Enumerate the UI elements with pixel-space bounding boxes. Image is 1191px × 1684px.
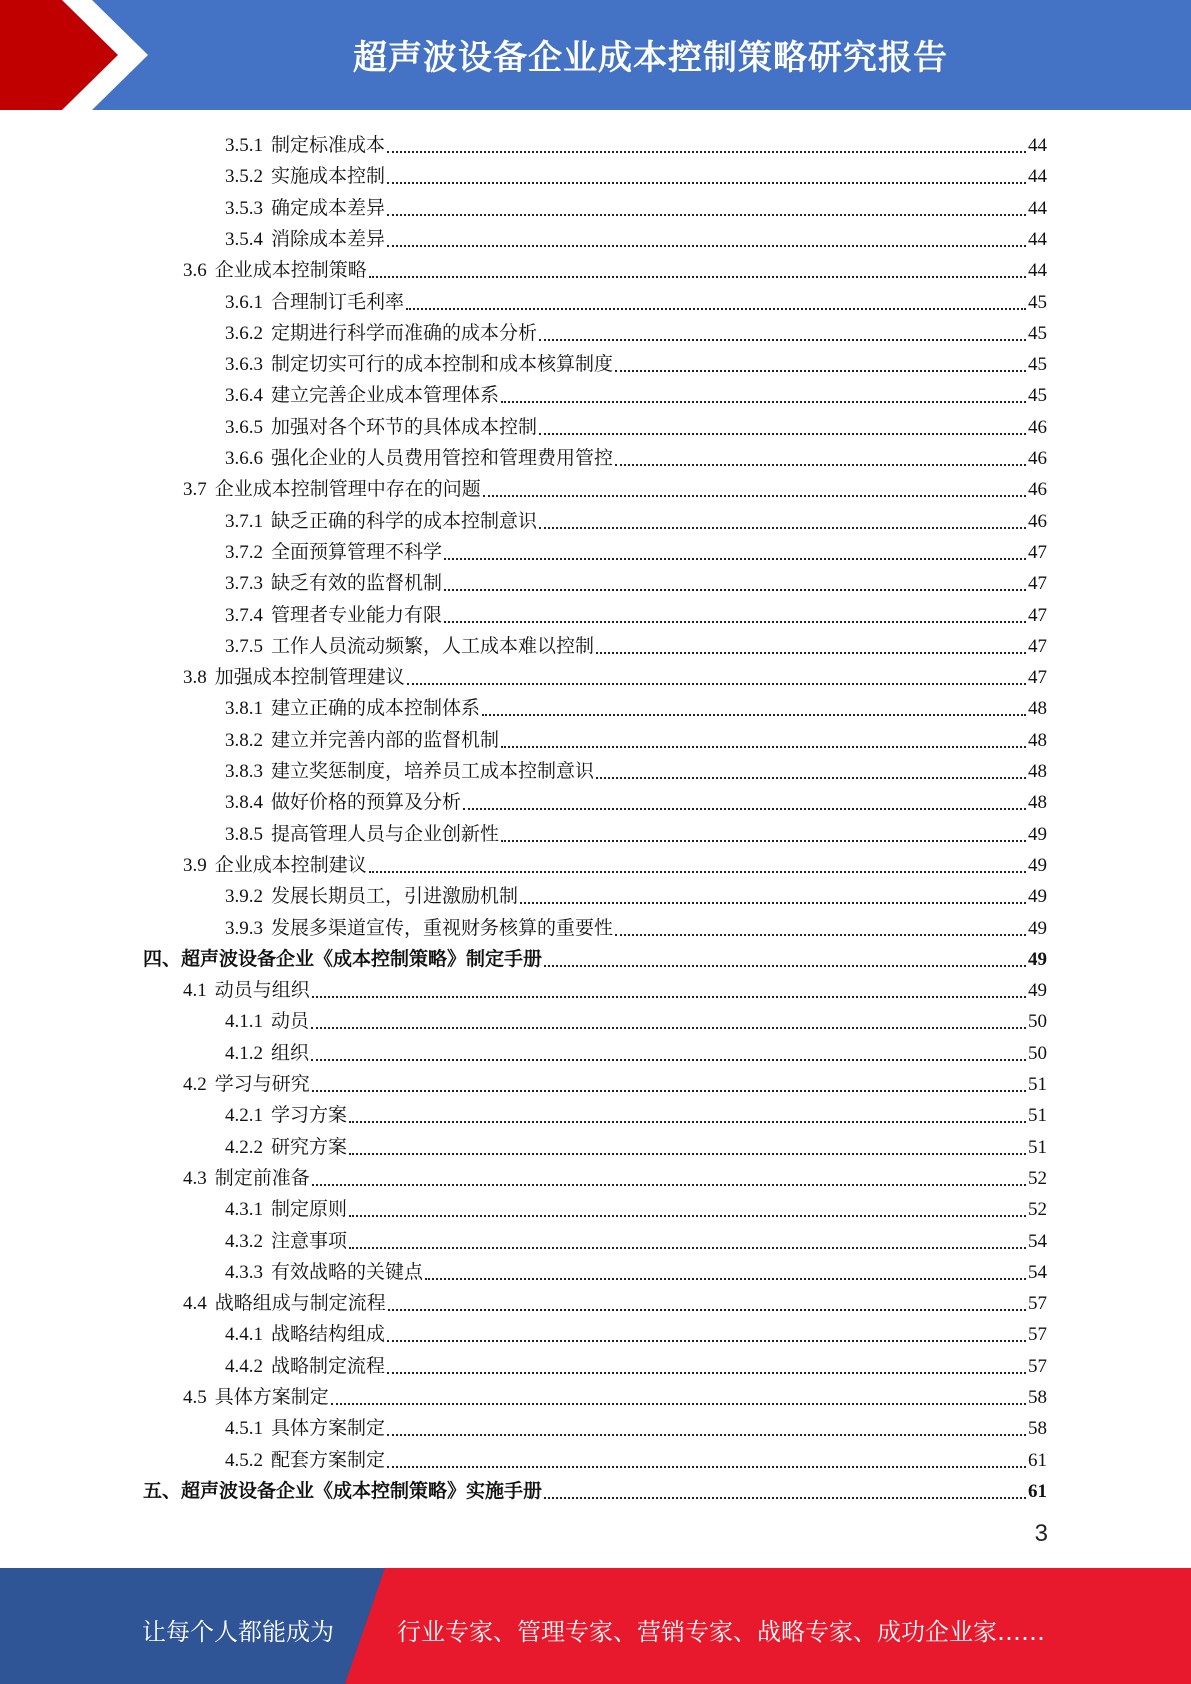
toc-entry-page: 61 <box>1028 1480 1047 1502</box>
toc-entry-title: 强化企业的人员费用管控和管理费用管控 <box>271 448 614 469</box>
toc-dot-leader <box>387 214 1026 216</box>
toc-entry-page: 47 <box>1028 573 1047 595</box>
toc-dot-leader <box>501 746 1026 748</box>
toc-entry-title: 确定成本差异 <box>271 197 386 219</box>
toc-entry-page: 50 <box>1028 1011 1047 1033</box>
toc-entry-number: 3.7.5 <box>225 635 263 657</box>
toc-entry-title: 制定前准备 <box>214 1167 310 1189</box>
toc-entry-title: 学习与研究 <box>214 1074 310 1095</box>
toc-entry-page: 49 <box>1028 948 1047 970</box>
toc-entry-title: 缺乏有效的监督机制 <box>271 573 443 595</box>
toc-entry-page: 48 <box>1028 761 1047 782</box>
toc-entry-page: 46 <box>1028 416 1047 438</box>
toc-entry-number: 4.3.1 <box>225 1199 263 1221</box>
toc-entry-number: 3.5.3 <box>225 197 263 219</box>
toc-dot-leader <box>501 401 1026 403</box>
toc-entry-number: 3.8.5 <box>225 823 263 845</box>
toc-entry[interactable] <box>225 284 1047 315</box>
toc-entry[interactable] <box>225 628 1047 659</box>
toc-entry[interactable] <box>225 1003 1047 1034</box>
toc-entry[interactable] <box>183 1066 1047 1097</box>
toc-entry[interactable] <box>225 565 1047 596</box>
toc-dot-leader <box>387 245 1026 247</box>
toc-entry[interactable] <box>225 534 1047 565</box>
toc-entry-page: 58 <box>1028 1418 1047 1440</box>
toc-entry-number: 4.4.2 <box>225 1355 263 1377</box>
toc-entry-title: 发展多渠道宣传，重视财务核算的重要性 <box>271 917 614 939</box>
page-number: 3 <box>1034 1520 1048 1547</box>
toc-entry[interactable] <box>225 1348 1047 1379</box>
toc-entry-title: 合理制订毛利率 <box>271 291 405 313</box>
toc-entry-number: 四、 <box>143 948 182 970</box>
toc-entry-title: 做好价格的预算及分析 <box>271 792 462 814</box>
toc-entry[interactable] <box>225 1191 1047 1222</box>
toc-entry-page: 45 <box>1028 322 1047 344</box>
toc-entry-page: 49 <box>1028 980 1047 1002</box>
toc-entry-page: 49 <box>1028 917 1047 939</box>
header-title: 超声波设备企业成本控制策略研究报告 <box>353 38 948 78</box>
toc-entry[interactable] <box>225 1129 1047 1160</box>
toc-entry-title: 全面预算管理不科学 <box>271 541 443 563</box>
toc-entry-number: 4.4 <box>183 1293 207 1315</box>
toc-entry-page: 44 <box>1028 135 1047 156</box>
toc-entry-number: 3.6.1 <box>225 291 263 313</box>
toc-entry[interactable] <box>225 1254 1047 1285</box>
toc-entry-page: 57 <box>1028 1355 1047 1377</box>
toc-dot-leader <box>407 683 1026 685</box>
toc-dot-leader <box>425 1278 1026 1280</box>
toc-dot-leader <box>387 1466 1026 1468</box>
toc-entry-title: 具体方案制定 <box>271 1418 386 1440</box>
toc-entry-page: 45 <box>1028 354 1047 376</box>
toc-dot-leader <box>349 1121 1026 1123</box>
header-banner <box>0 0 1191 110</box>
toc-entry-number: 3.8.3 <box>225 761 263 782</box>
toc-entry-title: 建立完善企业成本管理体系 <box>271 385 500 407</box>
toc-entry-number: 五、 <box>143 1480 182 1502</box>
toc-entry[interactable] <box>183 1285 1047 1316</box>
toc-entry-number: 3.5.2 <box>225 166 263 188</box>
toc-entry-number: 3.6.2 <box>225 322 263 344</box>
toc-entry-number: 4.1.1 <box>225 1011 263 1033</box>
toc-entry[interactable] <box>183 471 1047 502</box>
toc-entry-page: 46 <box>1028 510 1047 532</box>
toc-entry-page: 46 <box>1028 448 1047 469</box>
toc-entry-page: 49 <box>1028 823 1047 845</box>
toc-entry-title: 定期进行科学而准确的成本分析 <box>271 322 538 344</box>
toc-entry-title: 战略结构组成 <box>271 1324 386 1346</box>
toc-entry-number: 4.1 <box>183 980 207 1002</box>
toc-dot-leader <box>312 1090 1026 1092</box>
toc-entry-title: 有效战略的关键点 <box>271 1261 424 1283</box>
footer-slogan-left: 让每个人都能成为 <box>142 1618 334 1646</box>
toc-entry[interactable] <box>225 784 1047 815</box>
toc-entry-page: 52 <box>1028 1199 1047 1221</box>
toc-entry[interactable] <box>225 1410 1047 1441</box>
toc-entry-number: 3.8.1 <box>225 698 263 720</box>
toc-entry-number: 3.6.4 <box>225 385 263 407</box>
toc-entry-number: 3.6.3 <box>225 354 263 376</box>
toc-entry-number: 4.4.1 <box>225 1324 263 1346</box>
toc-dot-leader <box>596 652 1026 654</box>
toc-entry-number: 4.3.2 <box>225 1230 263 1252</box>
toc-entry-title: 加强对各个环节的具体成本控制 <box>271 416 538 438</box>
toc-entry[interactable] <box>225 409 1047 440</box>
toc-entry[interactable] <box>225 190 1047 221</box>
toc-entry-number: 4.2 <box>183 1074 207 1095</box>
toc-entry[interactable] <box>225 722 1047 753</box>
toc-entry[interactable] <box>225 878 1047 909</box>
toc-dot-leader <box>615 370 1026 372</box>
toc-entry[interactable] <box>225 1316 1047 1347</box>
toc-entry[interactable] <box>225 346 1047 377</box>
toc-entry-title: 建立奖惩制度，培养员工成本控制意识 <box>271 761 595 782</box>
toc-entry-title: 企业成本控制管理中存在的问题 <box>214 479 481 501</box>
toc-entry-number: 3.5.4 <box>225 228 263 250</box>
toc-dot-leader <box>539 433 1026 435</box>
toc-entry-page: 45 <box>1028 291 1047 313</box>
toc-dot-leader <box>311 1059 1026 1061</box>
footer-slogan-right: 行业专家、管理专家、营销专家、战略专家、成功企业家…… <box>397 1618 1045 1646</box>
toc-entry-number: 3.8.4 <box>225 792 263 814</box>
toc-entry[interactable] <box>225 315 1047 346</box>
toc-entry-page: 47 <box>1028 635 1047 657</box>
toc-entry[interactable] <box>225 158 1047 189</box>
toc-entry[interactable] <box>225 910 1047 941</box>
toc-entry-title: 缺乏正确的科学的成本控制意识 <box>271 510 538 532</box>
toc-dot-leader <box>539 527 1026 529</box>
toc-entry[interactable] <box>225 221 1047 252</box>
toc-dot-leader <box>544 1497 1026 1499</box>
toc-entry-page: 58 <box>1028 1387 1047 1408</box>
toc-entry[interactable] <box>225 127 1047 158</box>
toc-entry-title: 学习方案 <box>271 1105 348 1127</box>
toc-dot-leader <box>369 276 1026 278</box>
toc-dot-leader <box>444 621 1026 623</box>
toc-entry-page: 44 <box>1028 228 1047 250</box>
toc-entry-title: 具体方案制定 <box>214 1387 329 1408</box>
toc-entry[interactable] <box>183 659 1047 690</box>
toc-entry-number: 3.7.4 <box>225 604 263 626</box>
toc-entry-title: 企业成本控制建议 <box>214 854 367 876</box>
toc-entry-title: 建立并完善内部的监督机制 <box>271 729 500 751</box>
toc-entry-page: 51 <box>1028 1105 1047 1127</box>
toc-entry[interactable] <box>183 847 1047 878</box>
toc-entry-title: 建立正确的成本控制体系 <box>271 698 481 720</box>
toc-entry-page: 48 <box>1028 729 1047 751</box>
toc-entry-number: 3.8 <box>183 667 207 689</box>
toc-entry-number: 3.7 <box>183 479 207 501</box>
toc-dot-leader <box>596 777 1026 779</box>
toc-entry[interactable] <box>225 816 1047 847</box>
toc-entry-page: 54 <box>1028 1261 1047 1283</box>
toc-entry-number: 4.3.3 <box>225 1261 263 1283</box>
toc-dot-leader <box>482 714 1026 716</box>
toc-entry-page: 45 <box>1028 385 1047 407</box>
toc-dot-leader <box>387 182 1026 184</box>
toc-entry[interactable] <box>225 503 1047 534</box>
toc-entry-number: 4.5.2 <box>225 1449 263 1471</box>
toc-entry[interactable] <box>183 1379 1047 1410</box>
toc-entry-title: 发展长期员工，引进激励机制 <box>271 886 519 908</box>
toc-entry-page: 47 <box>1028 541 1047 563</box>
toc-entry-page: 51 <box>1028 1074 1047 1095</box>
toc-dot-leader <box>444 589 1026 591</box>
toc-entry-number: 3.9.3 <box>225 917 263 939</box>
toc-entry-number: 3.7.2 <box>225 541 263 563</box>
toc-dot-leader <box>349 1215 1026 1217</box>
toc-dot-leader <box>501 840 1026 842</box>
toc-entry-page: 44 <box>1028 197 1047 219</box>
footer-banner <box>0 1568 1191 1684</box>
toc-entry-title: 制定标准成本 <box>271 135 386 156</box>
toc-entry-page: 48 <box>1028 792 1047 814</box>
toc-dot-leader <box>544 965 1026 967</box>
toc-entry-title: 战略制定流程 <box>271 1355 386 1377</box>
toc-entry-number: 3.5.1 <box>225 135 263 156</box>
toc-entry-title: 提高管理人员与企业创新性 <box>271 823 500 845</box>
toc-entry-page: 51 <box>1028 1136 1047 1158</box>
toc-entry-number: 3.7.3 <box>225 573 263 595</box>
toc-entry-page: 50 <box>1028 1042 1047 1064</box>
toc-dot-leader <box>463 808 1026 810</box>
toc-entry-page: 44 <box>1028 166 1047 188</box>
toc-dot-leader <box>520 902 1026 904</box>
toc-dot-leader <box>444 558 1026 560</box>
toc-dot-leader <box>615 464 1026 466</box>
toc-entry[interactable] <box>225 753 1047 784</box>
toc-entry-page: 47 <box>1028 604 1047 626</box>
toc-entry-title: 动员与组织 <box>214 980 310 1002</box>
toc-entry-title: 超声波设备企业《成本控制策略》制定手册 <box>181 948 543 970</box>
toc-entry[interactable] <box>143 941 1047 972</box>
toc-entry-title: 动员 <box>271 1011 310 1033</box>
toc-entry-title: 加强成本控制管理建议 <box>214 667 405 689</box>
toc-entry-page: 47 <box>1028 667 1047 689</box>
toc-entry-title: 制定切实可行的成本控制和成本核算制度 <box>271 354 614 376</box>
toc-entry-title: 企业成本控制策略 <box>214 260 367 282</box>
toc-dot-leader <box>349 1153 1026 1155</box>
toc-entry-number: 3.9.2 <box>225 886 263 908</box>
toc-entry-number: 4.5 <box>183 1387 207 1408</box>
toc-entry-title: 超声波设备企业《成本控制策略》实施手册 <box>181 1480 543 1502</box>
toc-dot-leader <box>349 1247 1026 1249</box>
toc-entry-title: 消除成本差异 <box>271 228 386 250</box>
toc-entry-title: 实施成本控制 <box>271 166 386 188</box>
toc-entry-title: 研究方案 <box>271 1136 348 1158</box>
toc-dot-leader <box>311 1027 1026 1029</box>
toc-entry-number: 4.2.1 <box>225 1105 263 1127</box>
toc-entry[interactable] <box>183 1160 1047 1191</box>
toc-entry-page: 57 <box>1028 1324 1047 1346</box>
toc-dot-leader <box>369 871 1026 873</box>
toc-entry-page: 57 <box>1028 1293 1047 1315</box>
toc-entry[interactable] <box>143 1473 1047 1504</box>
toc-dot-leader <box>387 151 1026 153</box>
toc-entry-page: 46 <box>1028 479 1047 501</box>
toc-entry-number: 4.1.2 <box>225 1042 263 1064</box>
toc-entry-page: 49 <box>1028 886 1047 908</box>
toc-entry[interactable] <box>225 1442 1047 1473</box>
toc-dot-leader <box>312 1184 1026 1186</box>
toc-entry-page: 61 <box>1028 1449 1047 1471</box>
toc-entry-number: 3.6 <box>183 260 207 282</box>
toc-entry[interactable] <box>225 597 1047 628</box>
toc-dot-leader <box>483 495 1026 497</box>
toc-entry-title: 配套方案制定 <box>271 1449 386 1471</box>
toc-entry[interactable] <box>225 1035 1047 1066</box>
toc-entry-number: 4.2.2 <box>225 1136 263 1158</box>
toc-entry[interactable] <box>183 972 1047 1003</box>
toc-entry-title: 管理者专业能力有限 <box>271 604 443 626</box>
toc-dot-leader <box>387 1340 1026 1342</box>
toc-entry-number: 4.3 <box>183 1167 207 1189</box>
toc-entry[interactable] <box>225 690 1047 721</box>
toc-dot-leader <box>387 1372 1026 1374</box>
toc-entry[interactable] <box>225 1097 1047 1128</box>
toc-entry-title: 战略组成与制定流程 <box>214 1293 386 1315</box>
toc-dot-leader <box>539 339 1026 341</box>
toc-entry-page: 52 <box>1028 1167 1047 1189</box>
toc-entry-number: 4.5.1 <box>225 1418 263 1440</box>
toc-entry-number: 3.6.6 <box>225 448 263 469</box>
toc-entry[interactable] <box>225 440 1047 471</box>
toc-entry-title: 制定原则 <box>271 1199 348 1221</box>
toc-dot-leader <box>388 1309 1026 1311</box>
toc-dot-leader <box>406 308 1026 310</box>
toc-entry-number: 3.8.2 <box>225 729 263 751</box>
toc-entry-page: 54 <box>1028 1230 1047 1252</box>
toc-entry-title: 工作人员流动频繁，人工成本难以控制 <box>271 635 595 657</box>
toc-dot-leader <box>615 934 1026 936</box>
toc-entry-page: 49 <box>1028 854 1047 876</box>
toc-dot-leader <box>387 1434 1026 1436</box>
toc-entry-title: 组织 <box>271 1042 310 1064</box>
toc-dot-leader <box>312 996 1026 998</box>
toc-entry[interactable] <box>225 377 1047 408</box>
toc-dot-leader <box>331 1403 1026 1405</box>
toc-entry[interactable] <box>183 252 1047 283</box>
toc-entry-title: 注意事项 <box>271 1230 348 1252</box>
toc-entry-number: 3.7.1 <box>225 510 263 532</box>
toc-entry[interactable] <box>225 1223 1047 1254</box>
toc-entry-number: 3.9 <box>183 854 207 876</box>
toc-entry-page: 48 <box>1028 698 1047 720</box>
header-arrow-decoration <box>0 0 160 110</box>
toc-entry-number: 3.6.5 <box>225 416 263 438</box>
toc-entry-page: 44 <box>1028 260 1047 282</box>
